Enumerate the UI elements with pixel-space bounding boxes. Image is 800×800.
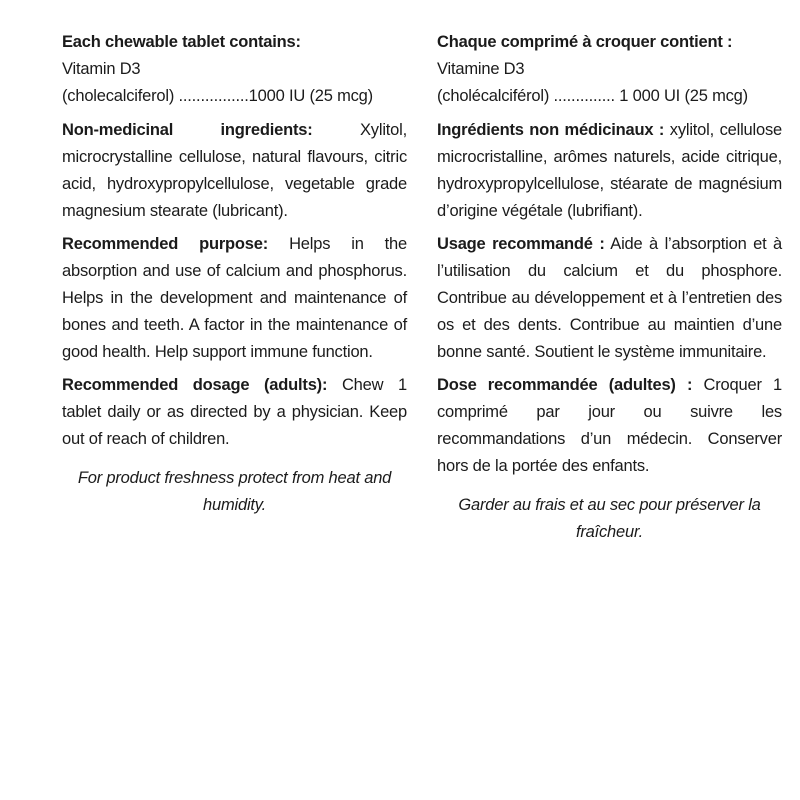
freshness-note-french: Garder au frais et au sec pour préserver la fraîcheur. xyxy=(458,496,761,541)
section-text: Croquer 1 comprimé par jour ou suivre les recommandations d’un médecin. Conserver hors de la portée des enfants. xyxy=(437,376,782,475)
section-non-medicinal-french xyxy=(437,117,782,225)
vitamin-dose-line-english: (cholecalciferol) ................1000 IU (25 mcg) xyxy=(62,87,373,105)
section-recommended-dosage-french xyxy=(437,372,782,480)
column-french xyxy=(437,29,782,552)
section-non-medicinal-english xyxy=(62,117,407,225)
section-recommended-usage-french xyxy=(437,231,782,366)
vitamin-dose-line-french: (cholécalciférol) .............. 1 000 UI (25 mcg) xyxy=(437,87,748,105)
section-recommended-dosage-english xyxy=(62,372,407,453)
section-text: Aide à l’absorption et à l’utilisation du calcium et du phosphore. Contribue au développement et à l’entretien des os et des dents. Contribue au maintien d’une bonne santé. Soutient le système immunitaire. xyxy=(437,235,782,361)
section-text: Xylitol, microcrystalline cellulose, natural flavours, citric acid, hydroxypropylcellulose, vegetable grade magnesium stearate (lubricant). xyxy=(62,121,407,220)
section-text: Helps in the absorption and use of calcium and phosphorus. Helps in the development and maintenance of bones and teeth. A factor in the maintenance of good health. Help support immune function. xyxy=(62,235,408,361)
section-text: Chew 1 tablet daily or as directed by a physician. Keep out of reach of children. xyxy=(62,376,408,448)
section-text: xylitol, cellulose microcristalline, arômes naturels, acide citrique, hydroxypropylcellulose, stéarate de magnésium d’origine végétale (lubrifiant). xyxy=(437,121,782,220)
section-label: Recommended purpose: xyxy=(62,235,269,253)
section-label: Ingrédients non médicinaux : xyxy=(437,121,665,139)
column-heading-english: Each chewable tablet contains: xyxy=(62,33,301,51)
column-english xyxy=(62,29,407,552)
section-label: Non-medicinal ingredients: xyxy=(62,121,313,139)
vitamin-name-french: Vitamine D3 xyxy=(437,60,525,78)
freshness-note-english: For product freshness protect from heat and humidity. xyxy=(77,469,392,514)
vitamin-name-english: Vitamin D3 xyxy=(62,60,141,78)
section-recommended-purpose-english xyxy=(62,231,407,366)
column-heading-french: Chaque comprimé à croquer contient : xyxy=(437,33,733,51)
section-label: Usage recommandé : xyxy=(437,235,605,253)
section-label: Dose recommandée (adultes) : xyxy=(437,376,693,394)
section-label: Recommended dosage (adults): xyxy=(62,376,328,394)
